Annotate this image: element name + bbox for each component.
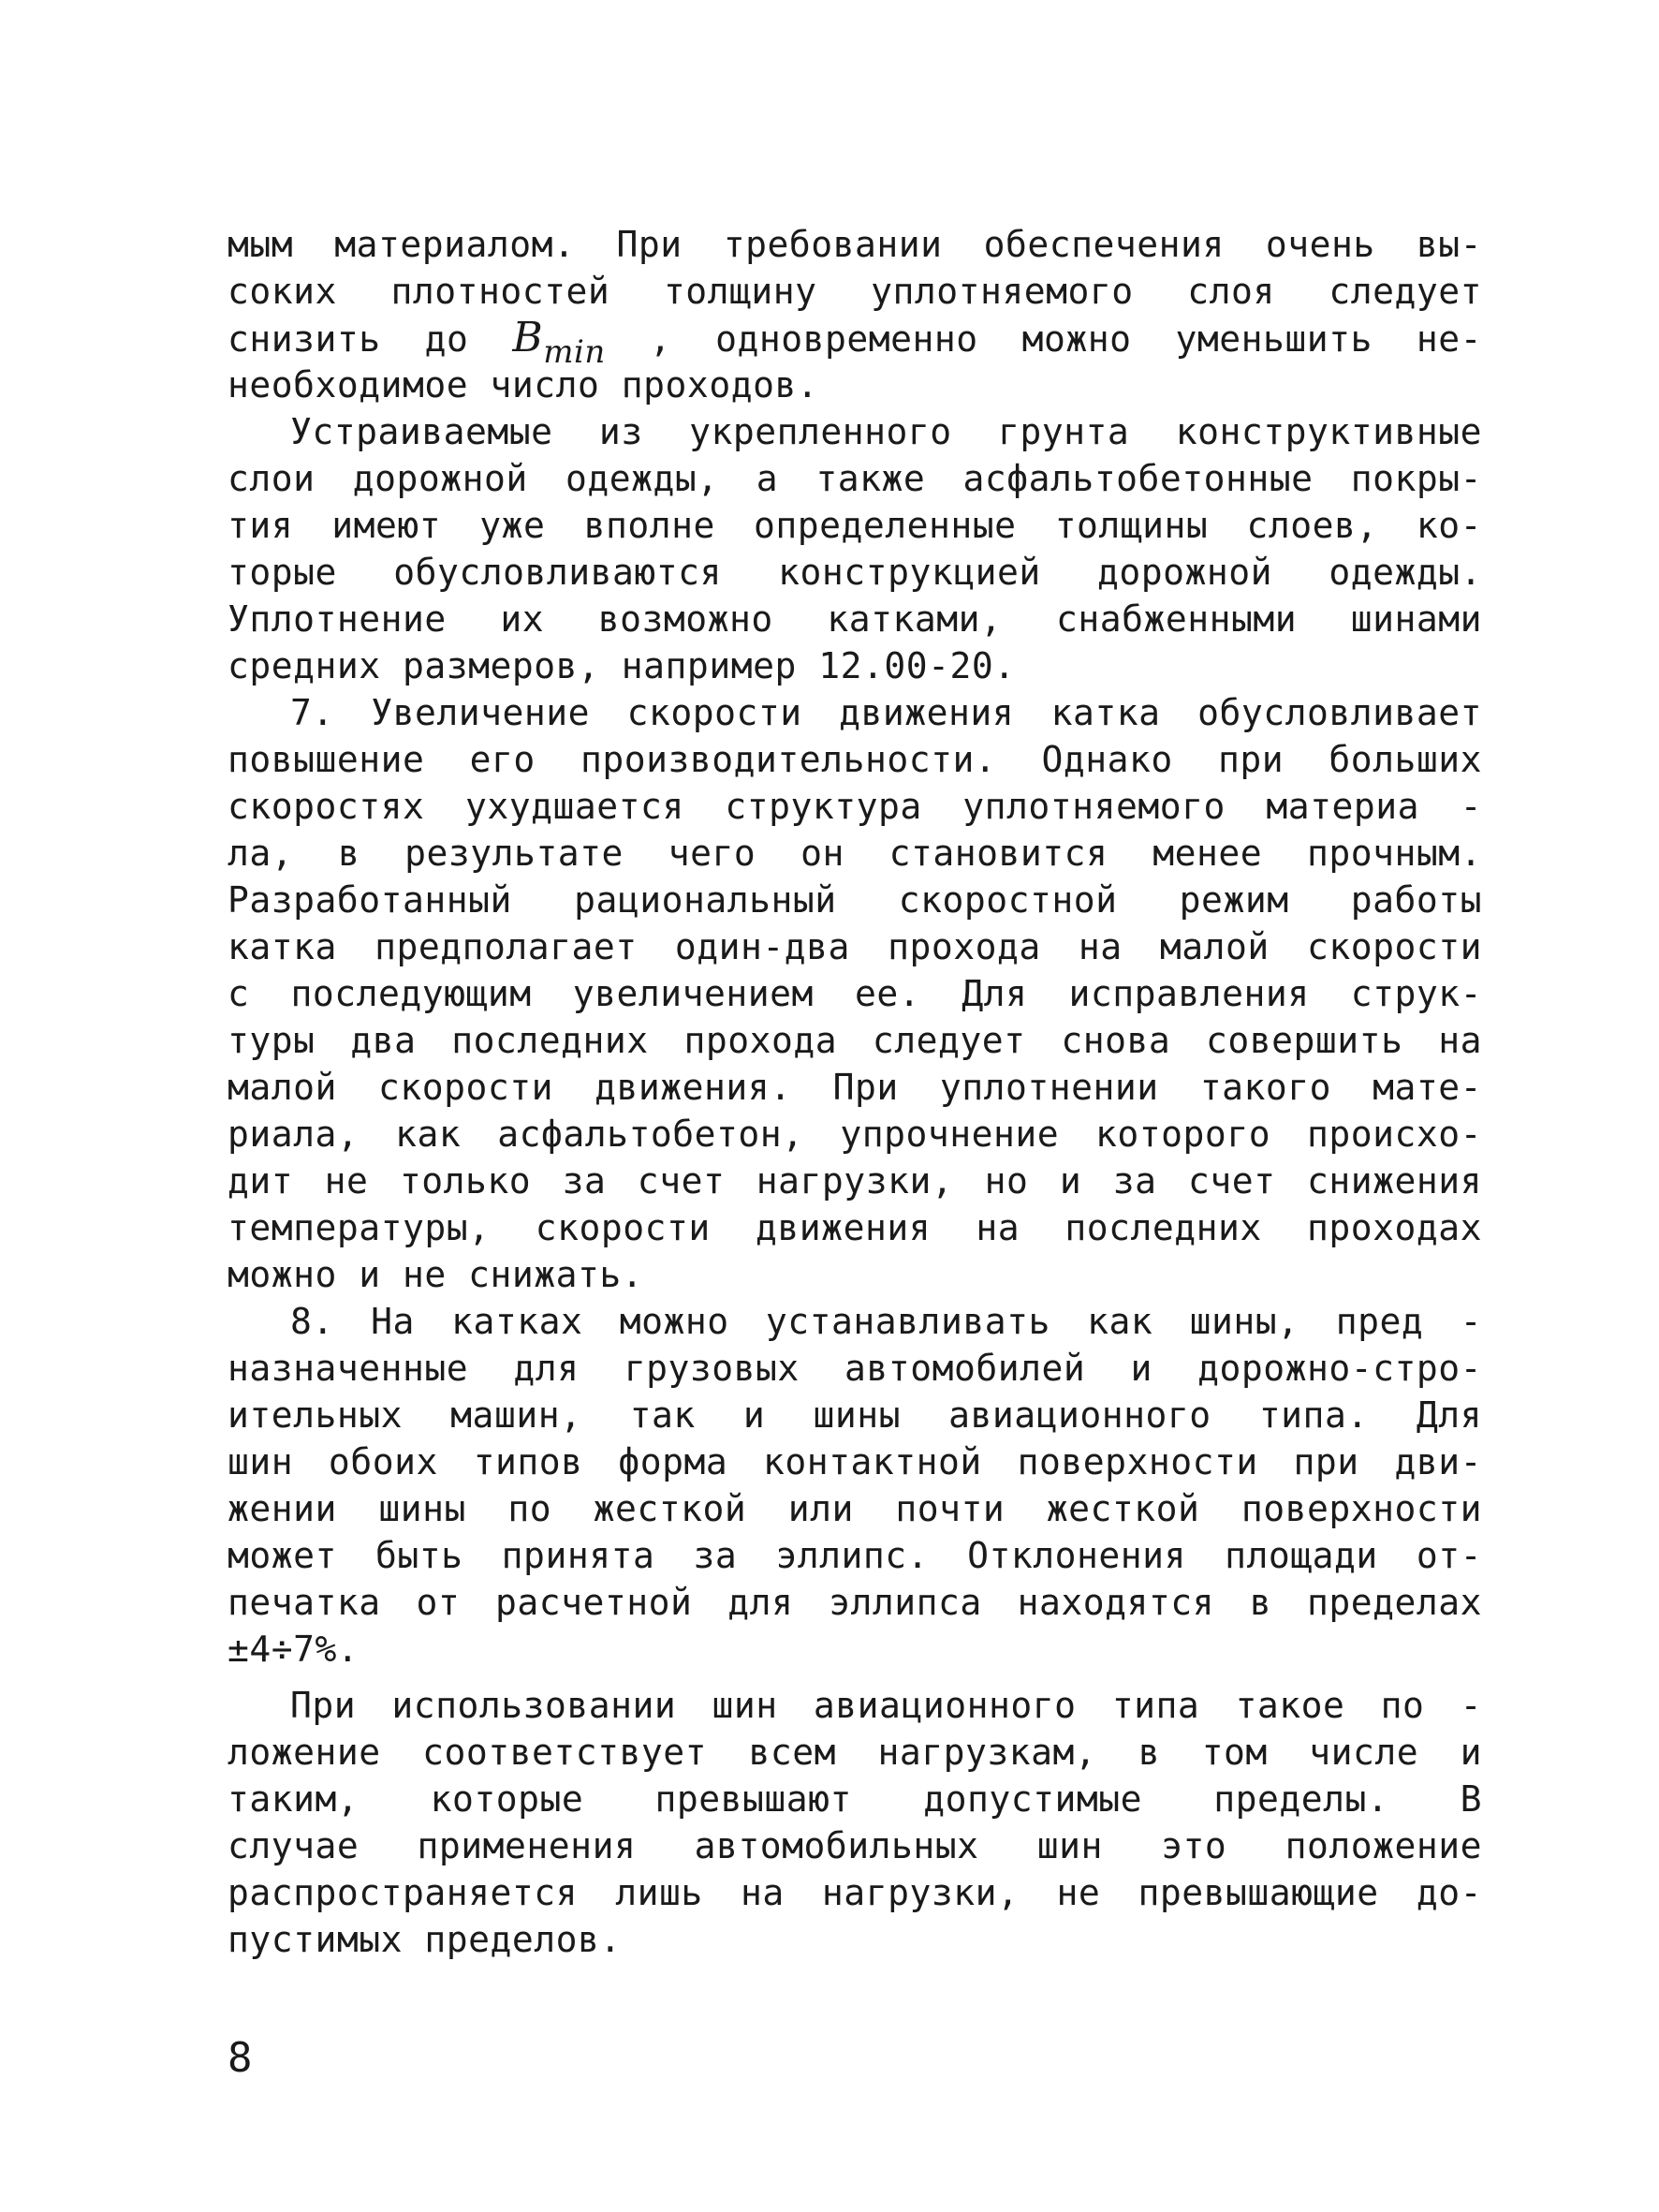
text-line: случае применения автомобильных шин это положение	[228, 1825, 1482, 1866]
text-line: туры два последних прохода следует снова совершить на	[228, 1020, 1482, 1061]
text-line: дит не только за счет нагрузки, но и за счет снижения	[228, 1160, 1482, 1202]
text-line: пустимых пределов.	[228, 1919, 622, 1960]
text-line: ительных машин, так и шины авиационного типа. Для	[228, 1394, 1482, 1436]
text-line: можно и не снижать.	[228, 1254, 644, 1295]
text-line: Уплотнение их возможно катками, снабженными шинами	[228, 598, 1482, 640]
text-line: жении шины по жесткой или почти жесткой поверхности	[228, 1488, 1482, 1529]
page-number: 8	[228, 2034, 253, 2082]
text-line: ±4÷7%.	[228, 1629, 360, 1670]
text-line: мым материалом. При требовании обеспечения очень вы-	[228, 224, 1482, 265]
text-line: слои дорожной одежды, а также асфальтобетонные покры-	[228, 458, 1482, 499]
text-line: необходимое число проходов.	[228, 364, 819, 406]
text-line: риала, как асфальтобетон, упрочнение которого происхо-	[228, 1113, 1482, 1155]
text-line: соких плотностей толщину уплотняемого слоя следует	[228, 271, 1482, 312]
text-line: печатка от расчетной для эллипса находятся в пределах	[228, 1582, 1482, 1623]
formula-suffix: , одновременно можно уменьшить не-	[649, 318, 1482, 360]
text-line: малой скорости движения. При уплотнении такого мате-	[228, 1067, 1482, 1108]
text-line: с последующим увеличением ее. Для исправления струк-	[228, 973, 1482, 1014]
b-min-symbol: $B_{min}$	[512, 314, 606, 371]
text-line: температуры, скорости движения на последних проходах	[228, 1207, 1482, 1248]
text-line: ложение соответствует всем нагрузкам, в том числе и	[228, 1732, 1482, 1773]
paragraph-start: Устраиваемые из укрепленного грунта конструктивные	[290, 411, 1482, 452]
text-line: средних размеров, например 12.00-20.	[228, 645, 1016, 686]
text-line: распространяется лишь на нагрузки, не превышающие до-	[228, 1872, 1482, 1913]
text-line: назначенные для грузовых автомобилей и дорожно-стро-	[228, 1348, 1482, 1389]
text-line: шин обоих типов форма контактной поверхности при дви-	[228, 1441, 1482, 1482]
text-line: Разработанный рациональный скоростной режим работы	[228, 879, 1482, 921]
text-line: тия имеют уже вполне определенные толщины слоев, ко-	[228, 505, 1482, 546]
paragraph-start: 7. Увеличение скорости движения катка обусловливает	[290, 692, 1482, 733]
text-line: ла, в результате чего он становится менее прочным.	[228, 833, 1482, 874]
paragraph-start: 8. На катках можно устанавливать как шины, пред -	[290, 1301, 1482, 1342]
text-line: таким, которые превышают допустимые пределы. В	[228, 1778, 1482, 1820]
text-line: повышение его производительности. Однако при больших	[228, 739, 1482, 780]
text-line-formula	[228, 314, 1482, 371]
text-line: торые обусловливаются конструкцией дорожной одежды.	[228, 552, 1482, 593]
text-line: может быть принята за эллипс. Отклонения площади от-	[228, 1535, 1482, 1576]
text-line: катка предполагает один-два прохода на малой скорости	[228, 926, 1482, 967]
formula-prefix: снизить до	[228, 318, 469, 360]
text-line: скоростях ухудшается структура уплотняемого материа -	[228, 786, 1482, 827]
paragraph-start: При использовании шин авиационного типа такое по -	[290, 1685, 1482, 1726]
